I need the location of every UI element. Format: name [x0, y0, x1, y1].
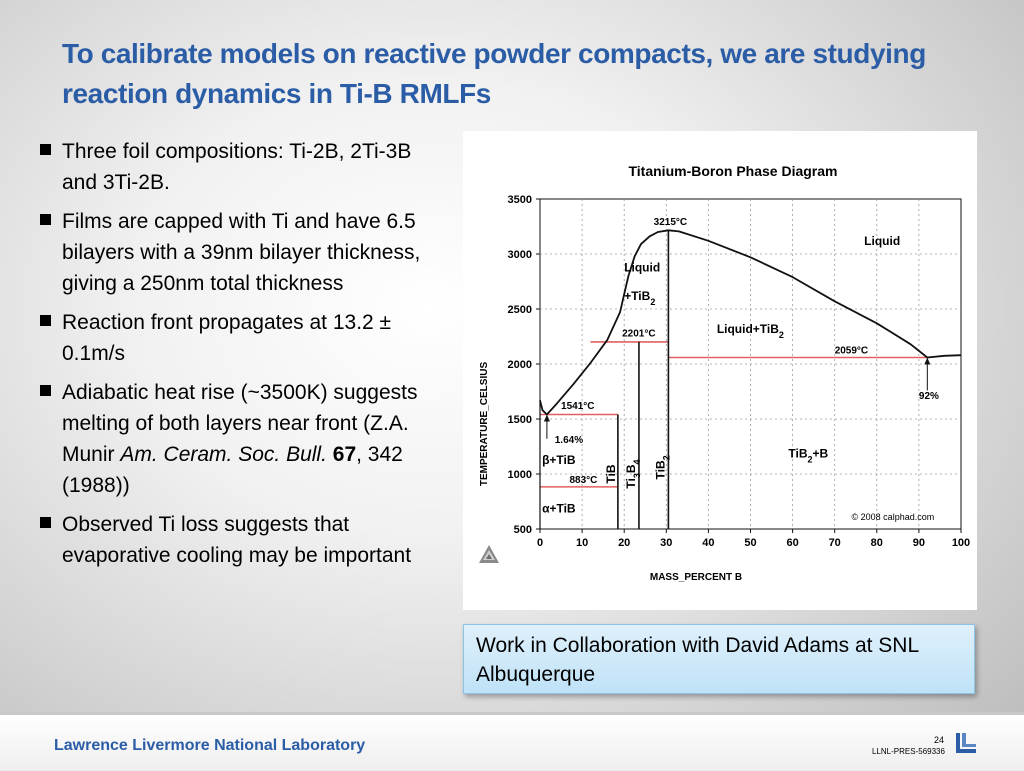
- region-label: [561, 401, 594, 412]
- region-label-text: © 2008 calphad.com: [851, 512, 935, 523]
- region-label-text: Liquid+TiB: [716, 322, 779, 337]
- bullet-item: [36, 136, 426, 198]
- collaboration-callout: Work in Collaboration with David Adams at SNL Albuquerque: [463, 624, 975, 694]
- bullet-square-icon: [40, 315, 51, 326]
- bullet-list: [36, 136, 426, 579]
- diagram-title: Titanium-Boron Phase Diagram: [628, 163, 838, 179]
- footer-lab-name: Lawrence Livermore National Laboratory: [54, 737, 366, 754]
- phase-diagram-figure: [463, 131, 977, 610]
- bullet-item: [36, 206, 426, 299]
- compound-label: [604, 464, 618, 483]
- x-tick-label: 50: [744, 537, 757, 549]
- x-tick-label: 80: [870, 537, 883, 549]
- region-label-text: 1541°C: [561, 401, 595, 413]
- region-label-text: β+TiB: [542, 453, 576, 468]
- diagram-ticks: [508, 194, 971, 549]
- region-label: [569, 475, 597, 486]
- compound-label-text: B: [624, 464, 639, 474]
- x-tick-label: 20: [618, 537, 631, 549]
- region-label: [864, 234, 900, 248]
- llnl-logo-icon: [954, 733, 978, 755]
- region-label: [788, 447, 828, 465]
- region-label-text: 3215°C: [653, 216, 688, 228]
- region-label: [919, 391, 939, 402]
- bullet-square-icon: [40, 517, 51, 528]
- region-label: [555, 435, 583, 446]
- y-tick-label: 1500: [507, 414, 532, 426]
- bullet-square-icon: [40, 144, 51, 155]
- region-label: [624, 289, 655, 307]
- bullet-text: Films are capped with Ti and have 6.5 bilayers with a 39nm bilayer thickness, giving a 250nm total thickness: [62, 210, 421, 295]
- x-tick-label: 100: [951, 537, 971, 549]
- x-tick-label: 30: [660, 537, 673, 549]
- phase-diagram-svg: [463, 131, 977, 610]
- region-label-subscript: 2: [650, 297, 656, 308]
- bullet-text: , 342 (1988)): [62, 443, 403, 497]
- region-label-text: Liquid: [864, 234, 901, 249]
- bullet-item: [36, 377, 426, 501]
- arrow-head: [924, 358, 930, 365]
- calphad-triangle-icon: [479, 545, 499, 563]
- region-label-text: α+TiB: [542, 501, 576, 516]
- bullet-text: Adiabatic heat rise (~3500K) suggests melting of both layers near front (Z.A. Munir: [62, 381, 418, 466]
- page-number: 24: [934, 735, 945, 745]
- bullet-text: Reaction front propagates at 13.2 ± 0.1m/s: [62, 311, 392, 365]
- y-tick-label: 2000: [507, 359, 532, 371]
- region-label: [654, 217, 687, 228]
- bullet-item: [36, 509, 426, 571]
- y-tick-label: 3000: [507, 249, 532, 261]
- compound-label-subscript: 4: [632, 459, 643, 465]
- region-label: [542, 502, 576, 516]
- region-label-text: 1.64%: [554, 435, 584, 447]
- compound-label-text: TiB: [603, 464, 618, 484]
- bullet-square-icon: [40, 385, 51, 396]
- bullet-text: 67: [332, 443, 357, 466]
- compound-label-subscript: 3: [632, 473, 643, 479]
- x-tick-label: 70: [828, 537, 841, 549]
- diagram-region-labels: [542, 217, 939, 522]
- x-tick-label: 90: [912, 537, 926, 549]
- region-label-text: 2201°C: [622, 328, 656, 340]
- y-tick-label: 2500: [507, 304, 532, 316]
- region-label: [852, 512, 935, 522]
- region-label-text: Liquid: [624, 260, 661, 275]
- diagram-x-axis-label: MASS_PERCENT B: [649, 572, 743, 583]
- compound-label-text: TiB: [653, 460, 668, 480]
- region-label-text: +TiB: [624, 289, 651, 304]
- x-tick-label: 0: [536, 537, 544, 549]
- footer-bar: [0, 712, 1024, 771]
- region-label-suffix: +B: [812, 446, 829, 461]
- region-label: [542, 453, 576, 467]
- compound-label-subscript: 2: [661, 455, 672, 461]
- x-tick-label: 60: [786, 537, 799, 549]
- compound-label-text: Ti: [624, 478, 639, 489]
- bullet-text: Observed Ti loss suggests that evaporative cooling may be important: [62, 513, 412, 567]
- region-label-subscript: 2: [778, 330, 784, 341]
- region-label-text: 883°C: [569, 474, 598, 486]
- region-label-text: 92%: [918, 391, 939, 403]
- bullet-square-icon: [40, 214, 51, 225]
- bullet-item: [36, 307, 426, 369]
- region-label-subscript: 2: [807, 454, 813, 465]
- document-code: LLNL-PRES-569336: [872, 747, 945, 756]
- region-label-text: TiB: [788, 446, 808, 461]
- region-label: [622, 329, 655, 340]
- y-tick-label: 3500: [507, 194, 532, 206]
- bullet-text: Am. Ceram. Soc. Bull.: [120, 443, 327, 466]
- region-label: [624, 261, 660, 275]
- region-label: [717, 322, 784, 340]
- slide-title: To calibrate models on reactive powder compacts, we are studying reaction dynamics in Ti-B RMLFs: [62, 38, 926, 109]
- x-tick-label: 10: [575, 537, 589, 549]
- arrow-head: [544, 414, 550, 421]
- bullet-text: Three foil compositions: Ti-2B, 2Ti-3B and 3Ti-2B.: [62, 140, 412, 194]
- region-label-text: 2059°C: [834, 345, 869, 357]
- x-tick-label: 40: [702, 537, 715, 549]
- y-tick-label: 1000: [507, 469, 532, 481]
- diagram-y-axis-label: TEMPERATURE_CELSIUS: [479, 361, 490, 487]
- region-label: [835, 346, 868, 357]
- y-tick-label: 500: [513, 524, 532, 536]
